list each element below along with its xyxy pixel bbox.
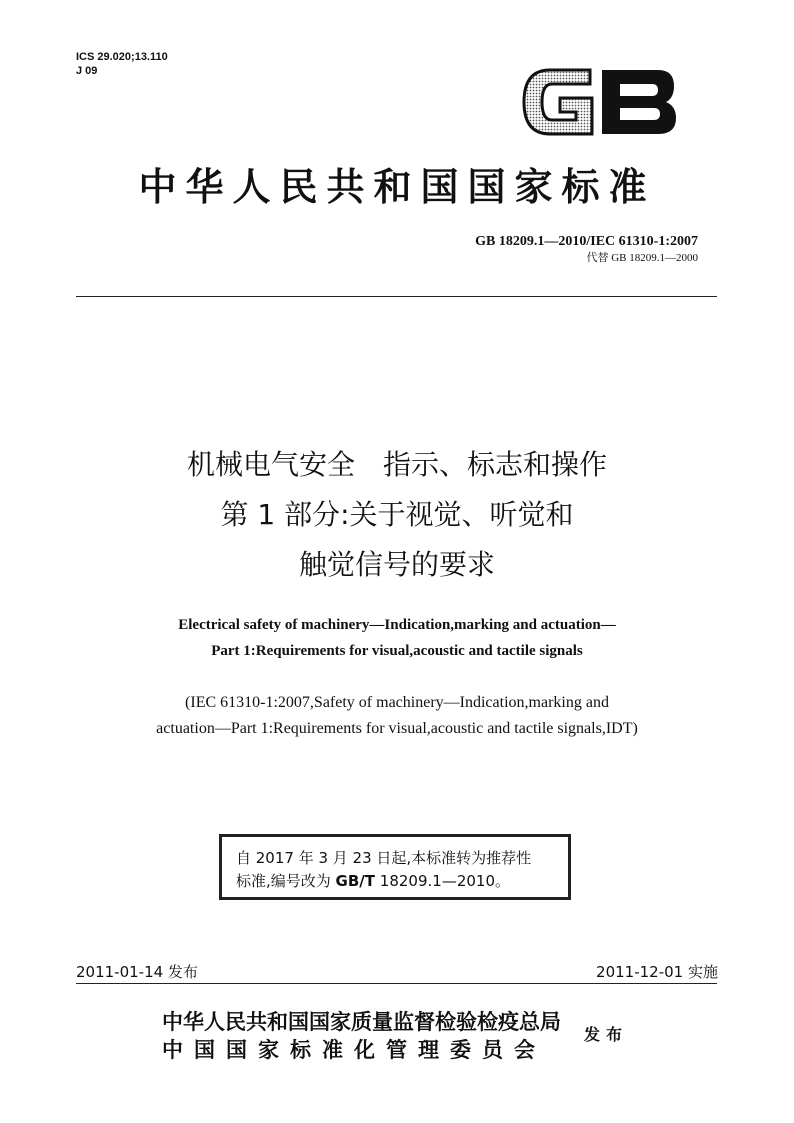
- notice-line-1: 自 2017 年 3 月 23 日起,本标准转为推荐性: [236, 849, 532, 867]
- issue-date: 2011-01-14 发布: [76, 963, 198, 981]
- national-standard-title: 中华人民共和国国家标准: [138, 165, 656, 209]
- standard-code-block: [475, 233, 698, 267]
- english-title: [0, 612, 794, 664]
- chinese-title-line-1: 机械电气安全 指示、标志和操作: [186, 448, 607, 481]
- status-change-notice: [219, 834, 571, 900]
- notice-code: GB/T: [335, 872, 376, 890]
- english-title-line-2: Part 1:Requirements for visual,acoustic and tactile signals: [211, 643, 583, 659]
- idt-line-2: actuation—Part 1:Requirements for visual,acoustic and tactile signals,IDT): [156, 720, 638, 737]
- issuer-line-2: 中国国家标准化管理委员会: [162, 1038, 546, 1062]
- english-title-line-1: Electrical safety of machinery—Indication,marking and actuation—: [178, 617, 616, 633]
- chinese-title-line-2: 第 1 部分:关于视觉、听觉和: [220, 498, 574, 531]
- header-divider: [76, 296, 717, 297]
- implementation-date: 2011-12-01 实施: [596, 963, 718, 981]
- classification-codes: [76, 50, 168, 78]
- footer-divider: [76, 983, 717, 984]
- notice-line-2-suffix: 18209.1—2010。: [375, 872, 510, 890]
- gb-logo: [520, 62, 680, 142]
- notice-line-2: [236, 870, 554, 893]
- identical-adoption-note: [0, 690, 794, 742]
- ccs-code: J 09: [76, 65, 98, 77]
- standard-number: GB 18209.1—2010/IEC 61310-1:2007: [475, 234, 698, 249]
- chinese-title: [0, 440, 794, 590]
- ics-code: ICS 29.020;13.110: [76, 51, 168, 63]
- issuer-line-1: 中华人民共和国国家质量监督检验检疫总局: [162, 1010, 561, 1034]
- issuing-authorities: [162, 1008, 561, 1064]
- chinese-title-line-3: 触觉信号的要求: [298, 548, 495, 581]
- idt-line-1: (IEC 61310-1:2007,Safety of machinery—Indication,marking and: [185, 694, 609, 711]
- notice-line-2-prefix: 标准,编号改为: [236, 872, 336, 890]
- publish-label: 发布: [584, 1025, 629, 1044]
- replaces-standard: 代替 GB 18209.1—2000: [586, 252, 698, 264]
